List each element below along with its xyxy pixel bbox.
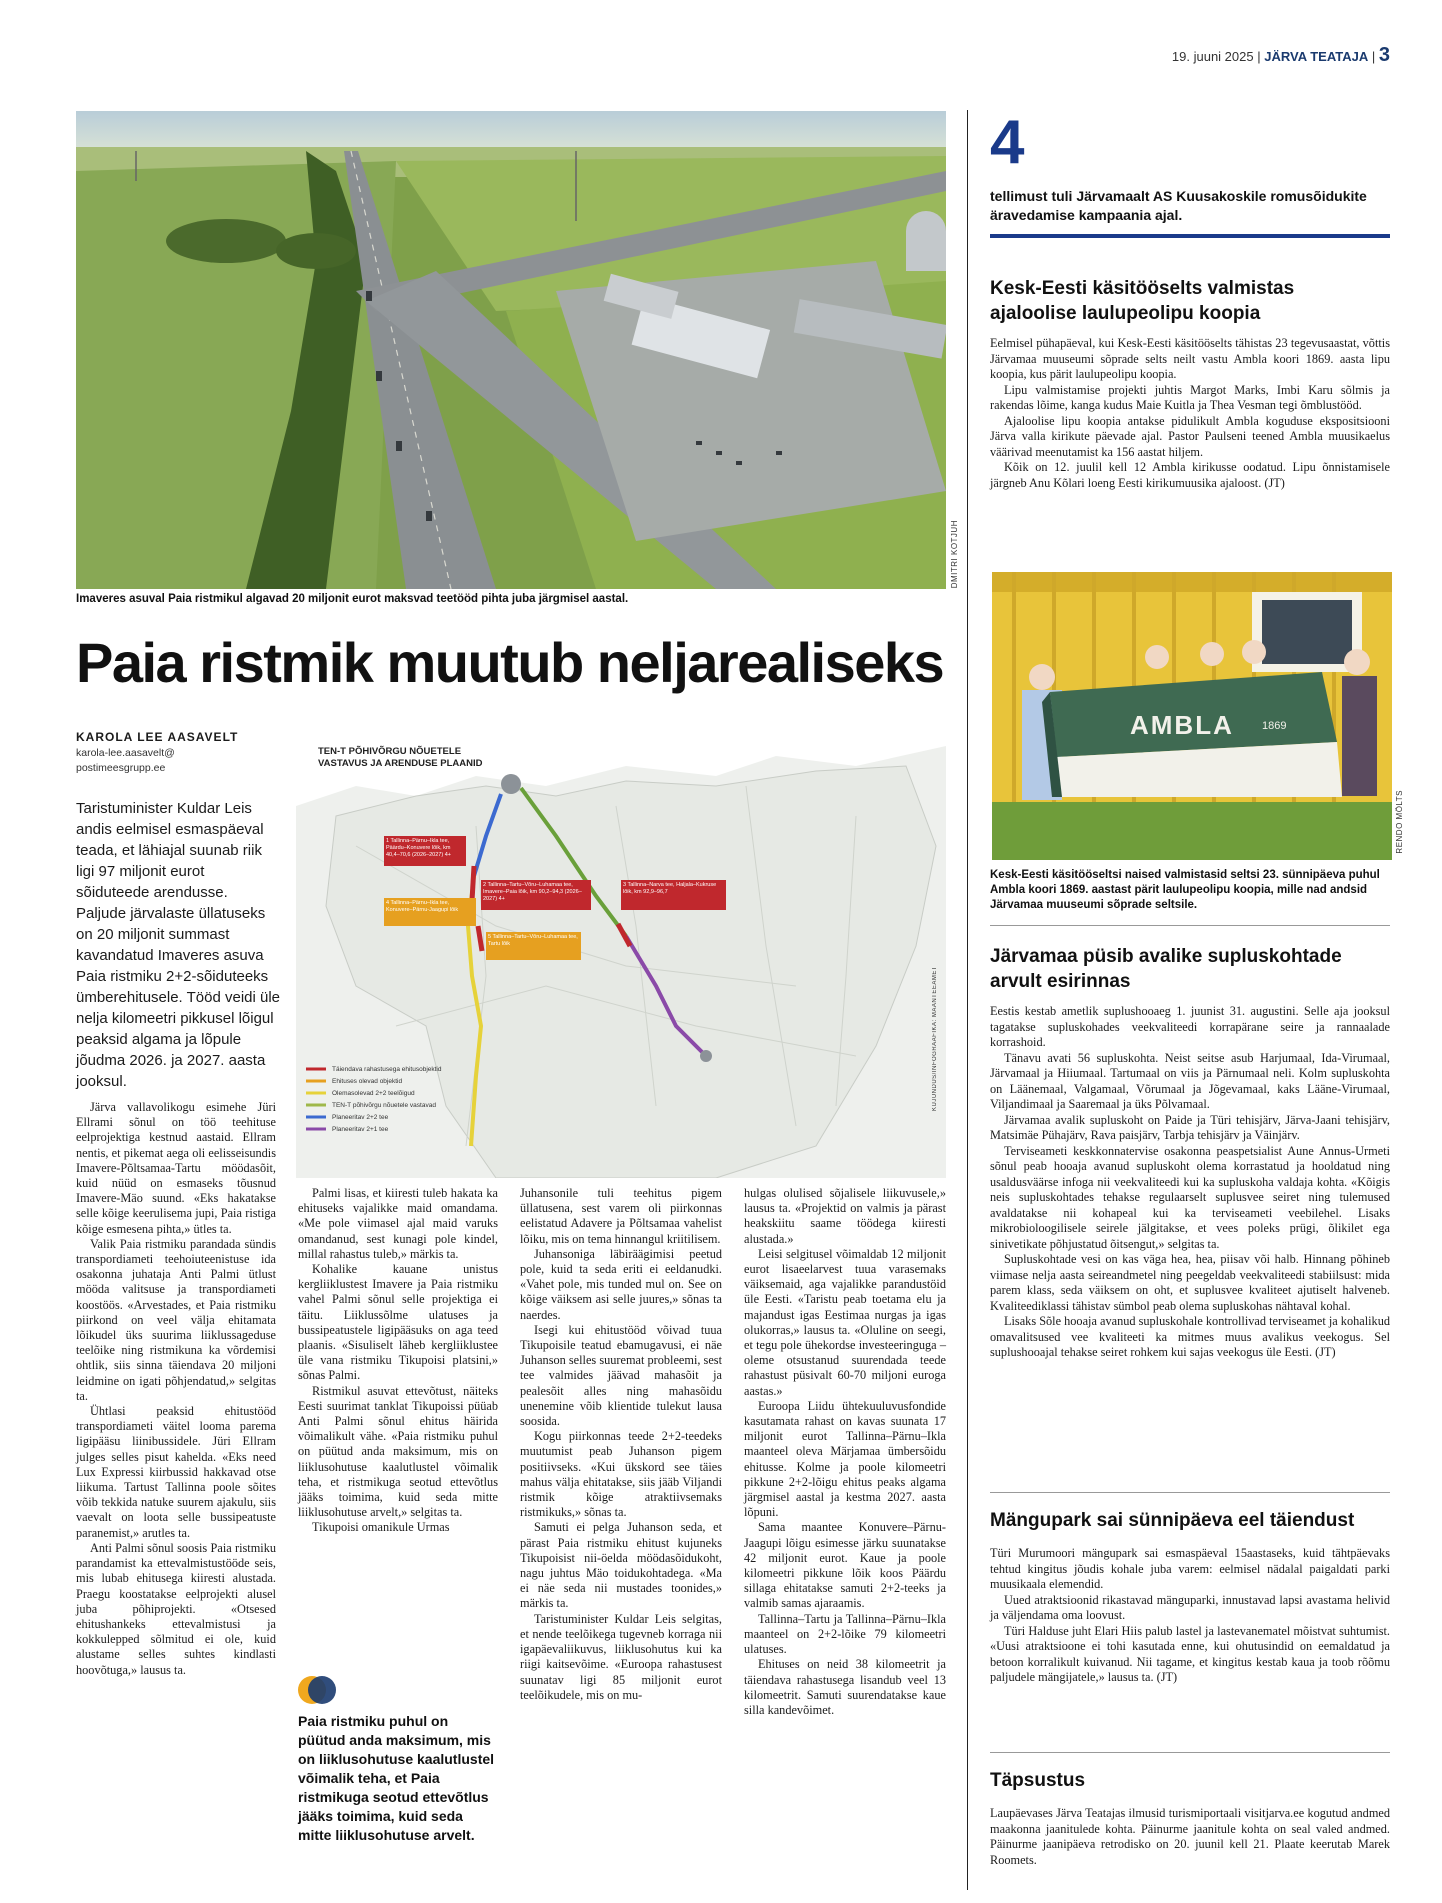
paragraph: Ristmikul asuvat ettevõtust, näiteks Eesti suurimat tanklat Tikupoissi püüab Anti Palmi sõnul ehitus häirida võimalikult vähe. «Paia ristmiku puhul on püütud anda maksimum, mis on liiklusohutuse kaalutlustel võimalik teha, et ristmikuga seotud ettevõtlus jääks toimima, kuid seda mitte liiklusohutuse arvelt,» selgitas ta. [298, 1383, 498, 1520]
paragraph: Ajaloolise lipu koopia antakse pidulikult Ambla koguduse ekspositsiooni Järva valla kirikute päevade ajal. Pastor Paulseni teened Ambla muusikaelus väärivad meenutamist ka 156 aastat hiljem. [990, 413, 1390, 459]
paragraph: Tallinna–Tartu ja Tallinna–Pärnu–Ikla maanteel on 2+2-lõike 79 kilomeetri ulatuses. [744, 1611, 946, 1657]
photo-caption: Imaveres asuval Paia ristmikul algavad 20 miljonit eurot maksvad teetööd pihta juba järgmisel aastal. [76, 593, 629, 605]
legend-item: Olemasolevad 2+2 teelõigud [332, 1090, 415, 1097]
email-line: karola-lee.aasavelt@ [76, 747, 175, 759]
paragraph: Terviseameti keskkonnatervise osakonna peaspetsialist Aune Annus-Urmeti sõnul peab hooaja avanud supluskoht olema korrastatud ja hooldatud ning usaldusväärse infoga nii veekvaliteedi kui ka supluskoha valdaja kohta. «Kõigis neis supluskohtades tehakse regulaarselt suplusvee seiret ning tulemused avaldatakse nii kohapeal kui ka terviseameti veebilehel. Lisaks mikrobioloogilisele seirele jälgitakse, et vees poleks prügi, õlikilet ega sinivetikate põhjustatud õitsengut,» selgitas ta. [990, 1143, 1390, 1251]
paragraph: Lipu valmistamise projekti juhtis Margot Marks, Imbi Karu sõlmis ja rakendas lõime, kanga kudus Maie Kuitla ja Thea Vesman tegi õmblustööd. [990, 382, 1390, 412]
byline-email [76, 746, 175, 776]
byline-author: KAROLA LEE AASAVELT [76, 730, 239, 744]
flag-story-title: Kesk-Eesti käsitööselts valmistas ajaloolise laulupeolipu koopia [990, 278, 1295, 324]
map-box-2: 2 Tallinna–Tartu–Võru–Luhamaa tee, Imavere–Paia lõik, km 90,2–94,3 (2026–2027) 4+ [483, 882, 582, 902]
legend-item: TEN-T põhivõrgu nõuetele vastavad [332, 1102, 436, 1109]
publication-name: JÄRVA TEATAJA [1264, 49, 1369, 64]
paragraph: Tänavu avati 56 supluskohta. Neist seitse asub Harjumaal, Ida-Virumaal, Järvamaal ja Hiiumaal. Tartumaal on viis ja Pärnumaal neli. Kolm supluskohta on Läänemaal, Valgamaal, Võrumaal ja Jõgevamaal, kaks Lääne-Virumaal, Viljandimaal ja Saaremaal ja üks Põlvamaal. [990, 1050, 1390, 1111]
divider [990, 1752, 1390, 1753]
paragraph: Laupäevases Järva Teatajas ilmusid turismiportaali visitjarva.ee kogutud andmed maakonna jaanitulede kohta. Päinurme jaanitule kohta on seal valed andmed. Päinurme jaanipäeva retrodisko on 20. juunil kell 21. Plaate keerutab Marek Roomets. [990, 1806, 1390, 1867]
article-lead: Taristuminister Kuldar Leis andis eelmisel esmaspäeval teada, et lähiajal suunab riik ligi 97 miljonit eurot sõiduteede arendusse. Paljude järvalaste üllatuseks on 20 miljonit summast kavandatud Imaveres asuva Paia ristmiku 2+2-sõiduteeks ümberehitusele. Tööd veidi üle nelja kilomeetri pikkusel lõigul peaksid algama ja lõpule jõudma 2026. ja 2027. aasta jooksul. [76, 800, 281, 1090]
paragraph: Kogu piirkonnas teede 2+2-teedeks muutumist peab Juhanson pigem positiivseks. «Kui ükskord see täies mahus välja ehitatakse, siis jääb Viljandi ristmik kõige atraktiivsemaks ristmikuks,» sõnas ta. [520, 1429, 722, 1520]
email-line: postimeesgrupp.ee [76, 762, 166, 774]
divider [990, 1492, 1390, 1493]
paragraph: Juhansonile tuli teehitus pigem üllatusena, sest varem oli piirkonnas eelistatud Adavere ja Põltsamaa vahelist lõiku, mis on tema hinnangul kriitilisem. [520, 1186, 722, 1246]
flag-photo-credit: RENDO MÕLTS [1395, 790, 1404, 854]
paragraph: Kõik on 12. juulil kell 12 Ambla kirikusse oodatud. Lipu õnnistamisele järgneb Anu Kõlari loeng Eesti kirikumuusika ajaloost. (JT) [990, 460, 1390, 490]
paragraph: Taristuminister Kuldar Leis selgitas, et nende teelõikega tugevneb korraga nii igapäevaliikuvus, liiklusohutus kui ka riigi kaitsevõime. «Euroopa rahastusest suunatav ligi 85 miljonit eurot teelõikudele, mis on mu- [520, 1611, 722, 1702]
stat-text: tellimust tuli Järvamaalt AS Kuusakoskile romusõidukite äravedamise kampaania ajal. [990, 188, 1367, 223]
article-column-1 [76, 1100, 276, 1678]
paragraph: Lisaks Sõle hooaja avanud supluskohale kontrollivad terviseamet ja kohalikud omavalitsused vee kvaliteeti ka mitmes muus avalikus veekogus. Sel suplushooajal tehakse seiret rohkem kui sajas veekogus üle Eesti. (JT) [990, 1314, 1390, 1359]
page-number: 3 [1378, 44, 1390, 66]
map-box-3: 3 Tallinna–Narva tee, Haljala–Kukruse lõik, km 92,9–96,7 [623, 882, 717, 895]
flag-photo-caption: Kesk-Eesti käsitööseltsi naised valmistasid seltsi 23. sünnipäeva puhul Ambla koori 1869. aastast pärit laulupeolipu koopia, mille nad andsid Järvamaa muuseumi sõprade seltsile. [990, 869, 1380, 911]
issue-date: 19. juuni 2025 [1171, 49, 1254, 64]
playground-story-body [990, 1546, 1390, 1686]
page-header: 19. juuni 2025 | JÄRVA TEATAJA | 3 [1171, 44, 1390, 66]
paragraph: Türi Murumoori mängupark sai esmaspäeval 15aastaseks, kuid tähtpäevaks tehtud kingitus jõudis kohale juba varem: eelmisel nädalal paigaldati parki muusikaala elemendid. [990, 1546, 1390, 1591]
paragraph: Türi Halduse juht Elari Hiis palub lastel ja lastevanematel mõistvat suhtumist. «Uusi atraktsioone ei tohi kasutada enne, kui ohutusindid on eemaldatud ja betoon korralikult kuivanud. Nii tagame, et kingitus kestab kaua ja toob rõõmu paljudele mängijatele,» lausus ta. (JT) [990, 1623, 1390, 1684]
paragraph: Eestis kestab ametlik suplushooaeg 1. juunist 31. augustini. Selle aja jooksul tagatakse supluskohades veekvaliteedi korrapärane seire ja rannaalade korrashoid. [990, 1004, 1390, 1049]
map-title [318, 746, 483, 770]
aerial-photo [76, 111, 946, 589]
stat-rule [990, 234, 1390, 238]
paragraph: Ühtlasi peaksid ehitustööd transpordiameti väitel looma parema ligipääsu liinibussidele. Jüri Ellram julges selles pisut kahelda. «Eks need Lux Expressi kiirbussid hakkavad otse liikuma. Tartust Tallinna poole sõites võib tekkida natuke suurem ajakulu, siis vaevalt on loota selle bussipeatuste paranemist,» arutles ta. [76, 1404, 276, 1540]
paragraph: Kohalike kauane unistus kergliiklustest Imavere ja Paia ristmiku vahel Palmi sõnul selle projektiga ei täitu. Liiklussõlme ulatuses ja bussipeatustele ligipääsuks on aga teed plaanis. «Sisuliselt läheb kergliiklustee üle vana ristmiku Tikupoisi platsini,» sõnas Palmi. [298, 1262, 498, 1383]
paragraph: Leisi selgitusel võimaldab 12 miljonit eurot lisaeelarvest tuua varasemaks väiksemaid, aga vajalikke parandustöid üle Eesti. «Taristu peab toetama elu ja majandust igas Eestimaa nurgas ja igas olukorras,» lausus ta. «Oluline on seegi, et tegu pole ühekordse investeeringuga – oleme otsustanud suurendada teede rahastust püsivalt 60-70 miljoni euroga aastas.» [744, 1246, 946, 1398]
column-divider [967, 110, 968, 1890]
swim-story-title: Järvamaa püsib avalike supluskohtade arvult esirinnas [990, 946, 1342, 992]
quote-icon [298, 1672, 338, 1708]
map-box-1: 1 Tallinna–Pärnu–Ikla tee, Päärdu–Konuvere lõik, km 40,4–70,6 (2026–2027) 4+ [386, 838, 451, 858]
swim-story-body [990, 1004, 1390, 1361]
photo-credit: DMITRI KOTJUH [950, 520, 959, 589]
paragraph: Juhansoniga läbiräägimisi peetud pole, kuid ta seda eriti ei eeldanudki. «Vahet pole, mis tunded mul on. See on kõige väiksem asi selle juures,» sõnas ta naerdes. [520, 1246, 722, 1322]
map-credit: KUJUNDUS/INFOGRAAFIKA: MAANTEEAMET [932, 966, 938, 1112]
flag-text: AMBLA [1130, 710, 1234, 740]
map-box-4: 4 Tallinna–Pärnu–Ikla tee, Konuvere–Pärnu-Jaagupi lõik [386, 900, 459, 913]
paragraph: Anti Palmi sõnul soosis Paia ristmiku parandamist ka ettevalmistustööde seis, mis lubab ehitusega kiiresti alustada. Praegu koostatakse eelprojekti alusel juba põhiprojekti. «Otsesed ehitushankeks ettevalmistusi ja kokkulepped sõlmitud ei ole, kuid alustame selles suhtes kindlasti hoovõtuga,» lausus ta. [76, 1540, 276, 1677]
flag-year: 1869 [1262, 720, 1287, 732]
map-box-5: 5 Tallinna–Tartu–Võru–Luhamaa tee, Tartu lõik [488, 934, 578, 947]
article-column-2 [298, 1186, 498, 1536]
paragraph: Samuti ei pelga Juhanson seda, et pärast Paia ristmiku ehitust kujuneks Tikupoisist nii-öelda möödasõidukoht, nagu juhtus Mäo toidukohtadega. «Ma ei näe seda nii mustades toonides,» märkis ta. [520, 1520, 722, 1611]
paragraph: Järvamaa avalik supluskoht on Paide ja Türi tehisjärv, Järva-Jaani tehisjärv, Matsimäe Pühajärv, Rava paisjärv, Tarbja tehisjärv ja Väinjärv. [990, 1112, 1390, 1142]
article-column-3 [520, 1186, 722, 1703]
paragraph: Isegi kui ehitustööd võivad tuua Tikupoisile teatud ebamugavusi, ei näe Juhanson selles suuremat probleemi, sest tee valmides jäävad mahasõit ja pealesõit alles ning mahasõidu unenemine võib klientide tulekut lausa soosida. [520, 1322, 722, 1429]
legend-item: Planeeritav 2+1 tee [332, 1126, 389, 1133]
pull-quote: Paia ristmiku puhul on püütud anda maksimum, mis on liiklusohutuse kaalutlustel võimalik teha, et Paia ristmikuga seotud ettevõtlus jääks toimima, kuid seda mitte liiklusohutuse arvelt. [298, 1713, 495, 1843]
playground-story-title: Mängupark sai sünnipäeva eel täiendust [990, 1510, 1355, 1531]
flag-photo [992, 572, 1392, 860]
road-map-infographic [296, 726, 946, 1178]
stat-number: 4 [990, 108, 1025, 177]
paragraph: Valik Paia ristmiku parandada sündis transpordiameti teehoiuteenistuse ida osakonna juhataja Anti Palmi ütlust mööda valitsuse ja transpordiameti koostöös. «Arvestades, et Paia ristmiku piirkond on veel välja ehitamata lõikudel üks suurima liiklussageduse teelõike ning ristmikuna ka võrdemisi ohtlik, siis sinna täiendava 20 miljoni leidmine on igati põhjendatud,» selgitas ta. [76, 1236, 276, 1403]
paragraph: Supluskohtade vesi on kas väga hea, hea, piisav või halb. Hinnang põhineb viimase nelja aasta seireandmetel ning peegeldab veekvaliteedi stabiilsust: mida parem klass, seda väiksem on oht, et suplusvee kvaliteet ajutiselt halveneb. Kvaliteediklassi tähistav sümbol peab olema supluskohas nähtaval kohal. [990, 1252, 1390, 1313]
paragraph: Ehituses on neid 38 kilomeetrit ja täiendava rahastusega lisandub veel 13 kilomeetrit. Samuti suurendatakse kaue silla kandevõimet. [744, 1657, 946, 1717]
paragraph: Uued atraktsioonid rikastavad mänguparki, innustavad lapsi avastama helivid ja väljendama oma loovust. [990, 1592, 1390, 1622]
article-headline: Paia ristmik muutub neljarealiseks [76, 631, 944, 694]
paragraph: Sama maantee Konuvere–Pärnu-Jaagupi lõigu esimesse järku suunatakse 42 miljonit eurot. Kaue ja poole kilomeetri pikkune lõik koos Päärdu sillaga ehitatakse samuti 2+2-teeks ja valmib samas ajaraamis. [744, 1520, 946, 1611]
correction-body [990, 1806, 1390, 1868]
paragraph: hulgas olulised sõjalisele liikuvusele,» lausus ta. «Projektid on valmis ja pärast heakskiitu saame töödega kiiresti alustada.» [744, 1186, 946, 1246]
divider [990, 925, 1390, 926]
paragraph: Tikupoisi omanikule Urmas [312, 1520, 450, 1535]
paragraph: Palmi lisas, et kiiresti tuleb hakata ka ehituseks vajalikke maid omandama. «Me pole viimasel ajal maid varuks omandanud, sest kunagi pole kindel, millal rahastus tuleb,» märkis ta. [298, 1186, 498, 1261]
paragraph: Järva vallavolikogu esimehe Jüri Ellrami sõnul on töö teehituse eelprojektiga kestnud aastaid. Ellram nentis, et pikemat aega oli eelisseisundis Imavere-Põltsamaa-Tartu möödasõit, kuid nüüd on esmaseks tõusnud Imavere-Mäo suund. «Eks hakatakse selle kõige keerulisema jupi, Paia ristiga kõige esmesena pihta,» ütles ta. [76, 1100, 276, 1236]
paragraph: Euroopa Liidu ühtekuuluvusfondide kasutamata rahast on kavas suunata 17 miljonit eurot Tallinna–Pärnu–Ikla maanteel oleva Märjamaa ümbersõidu ehitusse. Kolme ja poole kilomeetri pikkune 2+2-lõigu ehitus peaks algama järgmisel aastal ja kestma 2027. aasta lõpuni. [744, 1398, 946, 1520]
article-column-4 [744, 1186, 946, 1718]
legend-item: Ehituses olevad objektid [332, 1078, 403, 1085]
paragraph: Eelmisel pühapäeval, kui Kesk-Eesti käsitööselts tähistas 23 tegevusaastat, võttis Järvamaa muuseumi sõprade selts neilt vastu Ambla koori 1869. aasta lipu koopia, kus pärit laulupeolipu koopia. [990, 336, 1390, 381]
legend-item: Planeeritav 2+2 tee [332, 1114, 389, 1121]
flag-story-body [990, 336, 1390, 491]
map-title-line: VASTAVUS JA ARENDUSE PLAANID [318, 758, 483, 769]
map-legend [332, 1064, 442, 1136]
legend-item: Täiendava rahastusega ehitusobjektid [332, 1066, 442, 1073]
map-title-line: TEN-T PÕHIVÕRGU NÕUETELE [318, 746, 462, 757]
correction-title: Täpsustus [990, 1770, 1086, 1791]
